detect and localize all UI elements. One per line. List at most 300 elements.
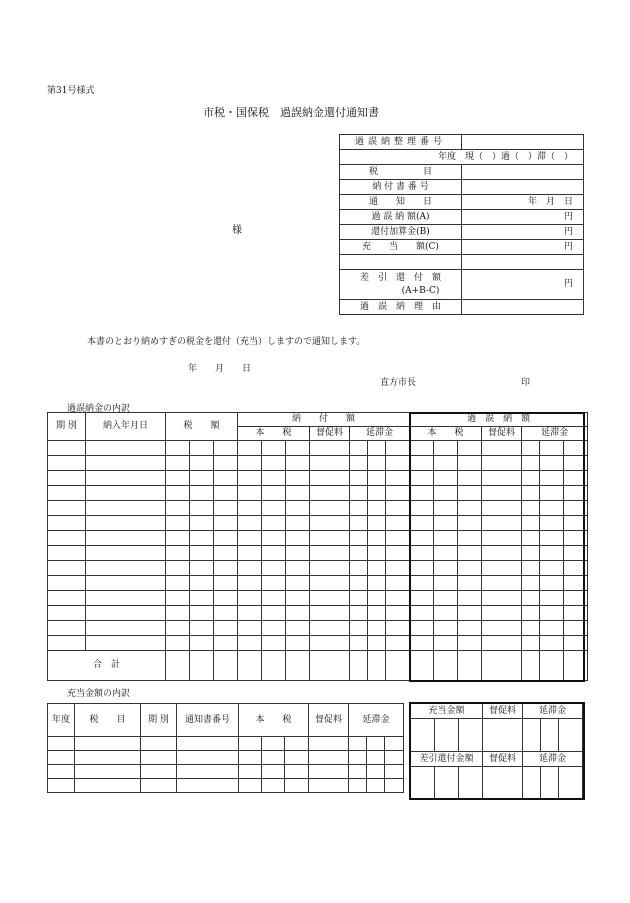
table-cell[interactable] [410, 501, 434, 516]
table-cell[interactable] [310, 456, 350, 471]
table-cell[interactable] [48, 591, 86, 606]
table-cell[interactable] [522, 456, 540, 471]
table-cell[interactable] [86, 591, 166, 606]
table-cell[interactable] [190, 471, 214, 486]
table-cell[interactable] [564, 516, 588, 531]
table-cell[interactable] [190, 621, 214, 636]
summary-cell[interactable] [411, 719, 435, 752]
table-cell[interactable] [522, 636, 540, 651]
table-cell[interactable] [434, 486, 458, 501]
summary-cell[interactable] [559, 719, 583, 752]
table-cell[interactable] [349, 751, 367, 765]
table-cell[interactable] [190, 576, 214, 591]
table-cell[interactable] [368, 636, 386, 651]
table-cell[interactable] [434, 591, 458, 606]
table-cell[interactable] [190, 486, 214, 501]
total-cell[interactable] [166, 651, 190, 681]
table-cell[interactable] [434, 561, 458, 576]
table-cell[interactable] [540, 456, 564, 471]
table-cell[interactable] [190, 456, 214, 471]
table-cell[interactable] [262, 636, 286, 651]
table-cell[interactable] [166, 591, 190, 606]
table-cell[interactable] [238, 516, 262, 531]
table-cell[interactable] [86, 636, 166, 651]
table-cell[interactable] [367, 737, 385, 751]
table-cell[interactable] [214, 471, 238, 486]
table-cell[interactable] [75, 765, 141, 779]
table-cell[interactable] [48, 471, 86, 486]
table-cell[interactable] [177, 751, 239, 765]
table-cell[interactable] [286, 591, 310, 606]
table-cell[interactable] [540, 621, 564, 636]
table-cell[interactable] [285, 751, 309, 765]
table-cell[interactable] [48, 501, 86, 516]
table-cell[interactable] [190, 516, 214, 531]
reason-value[interactable] [462, 300, 584, 315]
table-cell[interactable] [540, 636, 564, 651]
table-cell[interactable] [214, 441, 238, 456]
summary-cell[interactable] [435, 719, 459, 752]
summary-cell[interactable] [523, 719, 541, 752]
table-cell[interactable] [262, 621, 286, 636]
table-cell[interactable] [368, 591, 386, 606]
table-cell[interactable] [166, 606, 190, 621]
table-cell[interactable] [239, 765, 262, 779]
table-cell[interactable] [310, 546, 350, 561]
table-cell[interactable] [368, 531, 386, 546]
table-cell[interactable] [75, 737, 141, 751]
table-cell[interactable] [522, 486, 540, 501]
table-cell[interactable] [48, 531, 86, 546]
table-cell[interactable] [310, 606, 350, 621]
table-cell[interactable] [349, 765, 367, 779]
table-cell[interactable] [458, 561, 482, 576]
table-cell[interactable] [522, 621, 540, 636]
table-cell[interactable] [286, 546, 310, 561]
table-cell[interactable] [48, 561, 86, 576]
table-cell[interactable] [48, 441, 86, 456]
table-cell[interactable] [48, 456, 86, 471]
total-cell[interactable] [482, 651, 522, 681]
table-cell[interactable] [540, 561, 564, 576]
table-cell[interactable] [166, 441, 190, 456]
total-cell[interactable] [214, 651, 238, 681]
table-cell[interactable] [540, 441, 564, 456]
summary-cell[interactable] [541, 767, 559, 799]
table-cell[interactable] [177, 737, 239, 751]
table-cell[interactable] [238, 636, 262, 651]
table-cell[interactable] [48, 516, 86, 531]
table-cell[interactable] [482, 501, 522, 516]
table-cell[interactable] [86, 606, 166, 621]
table-cell[interactable] [285, 765, 309, 779]
table-cell[interactable] [482, 636, 522, 651]
table-cell[interactable] [214, 456, 238, 471]
table-cell[interactable] [238, 531, 262, 546]
table-cell[interactable] [166, 471, 190, 486]
seiri-no-value[interactable] [462, 135, 584, 150]
table-cell[interactable] [368, 546, 386, 561]
table-cell[interactable] [368, 561, 386, 576]
table-cell[interactable] [190, 591, 214, 606]
table-cell[interactable] [214, 621, 238, 636]
table-cell[interactable] [386, 576, 410, 591]
table-cell[interactable] [262, 606, 286, 621]
table-cell[interactable] [262, 456, 286, 471]
table-cell[interactable] [540, 591, 564, 606]
table-cell[interactable] [368, 441, 386, 456]
table-cell[interactable] [262, 779, 285, 793]
table-cell[interactable] [238, 576, 262, 591]
table-cell[interactable] [309, 765, 349, 779]
table-cell[interactable] [190, 561, 214, 576]
table-cell[interactable] [482, 441, 522, 456]
table-cell[interactable] [522, 561, 540, 576]
table-cell[interactable] [262, 751, 285, 765]
table-cell[interactable] [86, 561, 166, 576]
table-cell[interactable] [262, 737, 285, 751]
table-cell[interactable] [310, 576, 350, 591]
table-cell[interactable] [482, 516, 522, 531]
table-cell[interactable] [385, 779, 404, 793]
table-cell[interactable] [350, 576, 368, 591]
table-cell[interactable] [48, 546, 86, 561]
table-cell[interactable] [286, 576, 310, 591]
table-cell[interactable] [458, 456, 482, 471]
table-cell[interactable] [368, 501, 386, 516]
table-cell[interactable] [309, 779, 349, 793]
table-cell[interactable] [350, 546, 368, 561]
table-cell[interactable] [540, 606, 564, 621]
table-cell[interactable] [386, 636, 410, 651]
table-cell[interactable] [410, 471, 434, 486]
table-cell[interactable] [214, 486, 238, 501]
table-cell[interactable] [86, 501, 166, 516]
table-cell[interactable] [386, 621, 410, 636]
table-cell[interactable] [350, 441, 368, 456]
table-cell[interactable] [482, 606, 522, 621]
table-cell[interactable] [310, 561, 350, 576]
table-cell[interactable] [482, 531, 522, 546]
table-cell[interactable] [386, 471, 410, 486]
table-cell[interactable] [482, 576, 522, 591]
table-cell[interactable] [166, 531, 190, 546]
table-cell[interactable] [410, 576, 434, 591]
table-cell[interactable] [434, 576, 458, 591]
table-cell[interactable] [522, 501, 540, 516]
table-cell[interactable] [75, 751, 141, 765]
table-cell[interactable] [262, 501, 286, 516]
summary-cell[interactable] [483, 719, 523, 752]
table-cell[interactable] [286, 441, 310, 456]
table-cell[interactable] [214, 636, 238, 651]
table-cell[interactable] [262, 471, 286, 486]
table-cell[interactable] [564, 561, 588, 576]
summary-cell[interactable] [559, 767, 583, 799]
table-cell[interactable] [141, 737, 177, 751]
total-cell[interactable] [350, 651, 368, 681]
table-cell[interactable] [310, 591, 350, 606]
table-cell[interactable] [410, 531, 434, 546]
table-cell[interactable] [86, 441, 166, 456]
table-cell[interactable] [386, 441, 410, 456]
table-cell[interactable] [410, 456, 434, 471]
table-cell[interactable] [86, 486, 166, 501]
summary-cell[interactable] [459, 719, 483, 752]
table-cell[interactable] [350, 531, 368, 546]
table-cell[interactable] [238, 621, 262, 636]
table-cell[interactable] [386, 531, 410, 546]
summary-cell[interactable] [523, 767, 541, 799]
table-cell[interactable] [434, 606, 458, 621]
table-cell[interactable] [286, 471, 310, 486]
table-cell[interactable] [238, 606, 262, 621]
table-cell[interactable] [350, 456, 368, 471]
table-cell[interactable] [86, 516, 166, 531]
table-cell[interactable] [190, 531, 214, 546]
table-cell[interactable] [368, 576, 386, 591]
summary-cell[interactable] [411, 767, 435, 799]
table-cell[interactable] [166, 486, 190, 501]
table-cell[interactable] [349, 737, 367, 751]
table-cell[interactable] [564, 606, 588, 621]
table-cell[interactable] [522, 531, 540, 546]
table-cell[interactable] [410, 636, 434, 651]
table-cell[interactable] [386, 516, 410, 531]
table-cell[interactable] [386, 501, 410, 516]
table-cell[interactable] [367, 779, 385, 793]
table-cell[interactable] [368, 471, 386, 486]
table-cell[interactable] [350, 591, 368, 606]
table-cell[interactable] [262, 441, 286, 456]
table-cell[interactable] [262, 561, 286, 576]
table-cell[interactable] [458, 516, 482, 531]
table-cell[interactable] [367, 765, 385, 779]
table-cell[interactable] [48, 779, 75, 793]
table-cell[interactable] [238, 591, 262, 606]
table-cell[interactable] [386, 546, 410, 561]
total-cell[interactable] [434, 651, 458, 681]
table-cell[interactable] [350, 606, 368, 621]
table-cell[interactable] [540, 516, 564, 531]
table-cell[interactable] [367, 751, 385, 765]
table-cell[interactable] [350, 561, 368, 576]
table-cell[interactable] [262, 546, 286, 561]
table-cell[interactable] [48, 636, 86, 651]
table-cell[interactable] [190, 546, 214, 561]
table-cell[interactable] [482, 471, 522, 486]
summary-cell[interactable] [483, 767, 523, 799]
table-cell[interactable] [350, 516, 368, 531]
table-cell[interactable] [262, 516, 286, 531]
table-cell[interactable] [434, 531, 458, 546]
table-cell[interactable] [410, 621, 434, 636]
table-cell[interactable] [564, 621, 588, 636]
table-cell[interactable] [262, 576, 286, 591]
table-cell[interactable] [522, 516, 540, 531]
table-cell[interactable] [482, 561, 522, 576]
table-cell[interactable] [262, 486, 286, 501]
table-cell[interactable] [410, 561, 434, 576]
table-cell[interactable] [349, 779, 367, 793]
table-cell[interactable] [310, 516, 350, 531]
table-cell[interactable] [564, 636, 588, 651]
table-cell[interactable] [214, 576, 238, 591]
table-cell[interactable] [285, 779, 309, 793]
table-cell[interactable] [434, 636, 458, 651]
table-cell[interactable] [48, 606, 86, 621]
table-cell[interactable] [410, 606, 434, 621]
table-cell[interactable] [540, 546, 564, 561]
table-cell[interactable] [458, 636, 482, 651]
table-cell[interactable] [564, 471, 588, 486]
table-cell[interactable] [286, 561, 310, 576]
table-cell[interactable] [166, 636, 190, 651]
table-cell[interactable] [310, 636, 350, 651]
table-cell[interactable] [310, 441, 350, 456]
table-cell[interactable] [86, 621, 166, 636]
table-cell[interactable] [214, 501, 238, 516]
table-cell[interactable] [522, 576, 540, 591]
table-cell[interactable] [310, 531, 350, 546]
table-cell[interactable] [190, 441, 214, 456]
table-cell[interactable] [286, 501, 310, 516]
table-cell[interactable] [214, 546, 238, 561]
table-cell[interactable] [238, 486, 262, 501]
table-cell[interactable] [48, 621, 86, 636]
table-cell[interactable] [368, 456, 386, 471]
table-cell[interactable] [385, 751, 404, 765]
table-cell[interactable] [434, 621, 458, 636]
table-cell[interactable] [286, 516, 310, 531]
table-cell[interactable] [386, 606, 410, 621]
table-cell[interactable] [286, 636, 310, 651]
table-cell[interactable] [482, 456, 522, 471]
table-cell[interactable] [368, 621, 386, 636]
table-cell[interactable] [166, 516, 190, 531]
table-cell[interactable] [214, 561, 238, 576]
table-cell[interactable] [310, 486, 350, 501]
table-cell[interactable] [368, 606, 386, 621]
total-cell[interactable] [286, 651, 310, 681]
total-cell[interactable] [540, 651, 564, 681]
table-cell[interactable] [564, 501, 588, 516]
table-cell[interactable] [410, 516, 434, 531]
table-cell[interactable] [350, 486, 368, 501]
table-cell[interactable] [564, 486, 588, 501]
table-cell[interactable] [177, 765, 239, 779]
summary-cell[interactable] [541, 719, 559, 752]
total-cell[interactable] [386, 651, 410, 681]
table-cell[interactable] [458, 546, 482, 561]
table-cell[interactable] [386, 591, 410, 606]
table-cell[interactable] [190, 636, 214, 651]
table-cell[interactable] [239, 737, 262, 751]
table-cell[interactable] [522, 606, 540, 621]
table-cell[interactable] [166, 456, 190, 471]
tax-item-value[interactable] [462, 165, 584, 180]
table-cell[interactable] [350, 636, 368, 651]
table-cell[interactable] [410, 441, 434, 456]
table-cell[interactable] [564, 531, 588, 546]
table-cell[interactable] [434, 546, 458, 561]
table-cell[interactable] [540, 501, 564, 516]
table-cell[interactable] [482, 546, 522, 561]
table-cell[interactable] [368, 486, 386, 501]
table-cell[interactable] [309, 737, 349, 751]
table-cell[interactable] [350, 471, 368, 486]
table-cell[interactable] [564, 546, 588, 561]
table-cell[interactable] [214, 531, 238, 546]
table-cell[interactable] [285, 737, 309, 751]
table-cell[interactable] [48, 751, 75, 765]
table-cell[interactable] [368, 516, 386, 531]
table-cell[interactable] [286, 606, 310, 621]
table-cell[interactable] [522, 471, 540, 486]
table-cell[interactable] [238, 546, 262, 561]
table-cell[interactable] [458, 606, 482, 621]
table-cell[interactable] [386, 561, 410, 576]
table-cell[interactable] [434, 441, 458, 456]
table-cell[interactable] [458, 486, 482, 501]
table-cell[interactable] [86, 546, 166, 561]
table-cell[interactable] [564, 441, 588, 456]
table-cell[interactable] [564, 576, 588, 591]
table-cell[interactable] [239, 779, 262, 793]
table-cell[interactable] [482, 486, 522, 501]
table-cell[interactable] [540, 531, 564, 546]
table-cell[interactable] [386, 456, 410, 471]
table-cell[interactable] [166, 501, 190, 516]
table-cell[interactable] [522, 441, 540, 456]
table-cell[interactable] [262, 531, 286, 546]
table-cell[interactable] [286, 456, 310, 471]
table-cell[interactable] [540, 471, 564, 486]
table-cell[interactable] [458, 591, 482, 606]
table-cell[interactable] [458, 441, 482, 456]
notice-no-value[interactable] [462, 180, 584, 195]
table-cell[interactable] [190, 501, 214, 516]
table-cell[interactable] [141, 765, 177, 779]
total-cell[interactable] [310, 651, 350, 681]
table-cell[interactable] [385, 765, 404, 779]
table-cell[interactable] [238, 441, 262, 456]
table-cell[interactable] [86, 471, 166, 486]
table-cell[interactable] [86, 576, 166, 591]
table-cell[interactable] [141, 779, 177, 793]
table-cell[interactable] [286, 621, 310, 636]
table-cell[interactable] [214, 516, 238, 531]
table-cell[interactable] [540, 486, 564, 501]
table-cell[interactable] [434, 456, 458, 471]
table-cell[interactable] [166, 546, 190, 561]
table-cell[interactable] [75, 779, 141, 793]
table-cell[interactable] [238, 501, 262, 516]
table-cell[interactable] [262, 765, 285, 779]
table-cell[interactable] [177, 779, 239, 793]
table-cell[interactable] [310, 621, 350, 636]
table-cell[interactable] [48, 576, 86, 591]
table-cell[interactable] [458, 531, 482, 546]
table-cell[interactable] [86, 531, 166, 546]
table-cell[interactable] [309, 751, 349, 765]
total-cell[interactable] [522, 651, 540, 681]
table-cell[interactable] [350, 501, 368, 516]
table-cell[interactable] [434, 501, 458, 516]
table-cell[interactable] [522, 546, 540, 561]
table-cell[interactable] [214, 606, 238, 621]
table-cell[interactable] [286, 531, 310, 546]
